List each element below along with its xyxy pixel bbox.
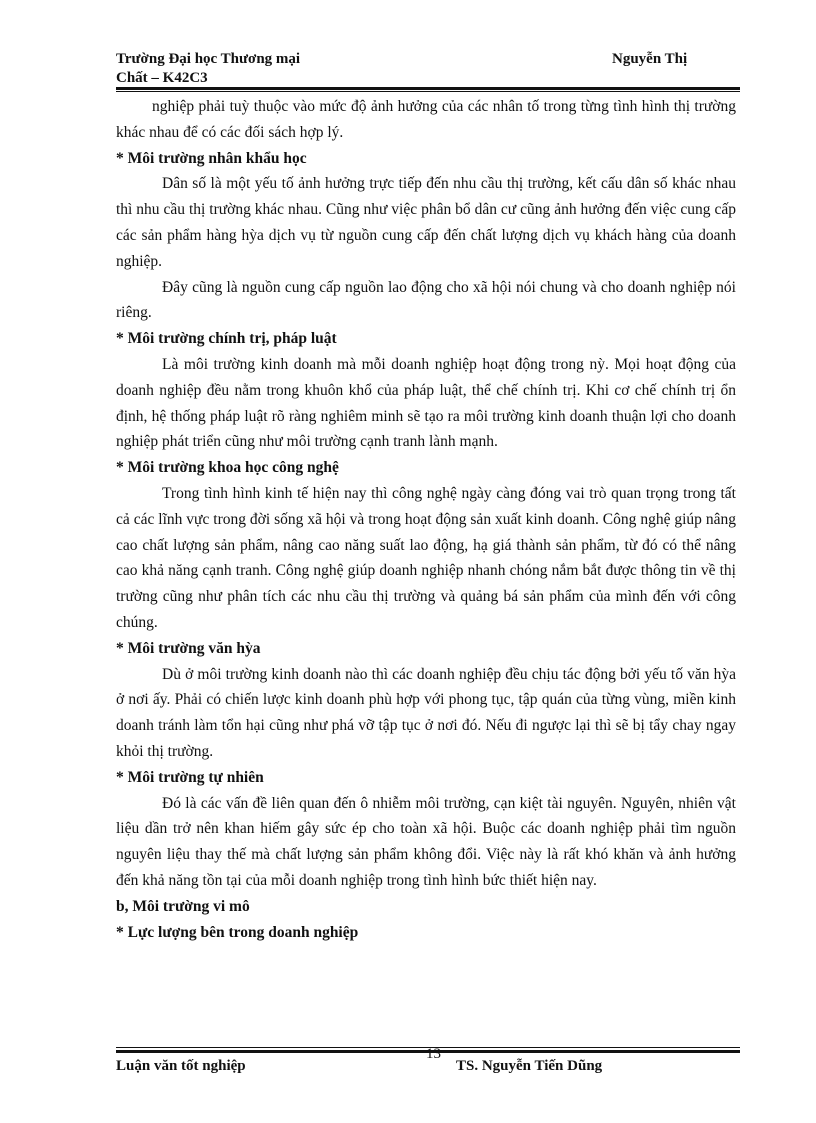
- section-heading-demographics: * Môi trường nhân khẩu học: [116, 149, 307, 167]
- header-author-last: Chất – K42C3: [116, 70, 208, 86]
- page-number: 13: [426, 1046, 441, 1062]
- section-heading-nature: * Môi trường tự nhiên: [116, 768, 264, 786]
- header-author-first: Nguyễn Thị: [612, 51, 688, 67]
- section-heading-culture: * Môi trường văn hỳa: [116, 639, 261, 657]
- paragraph-continued: nghiệp phải tuỳ thuộc vào mức độ ảnh hưởng của các nhân tố trong từng tình hình thị trường khác nhau để có các đối sách hợp lý.: [116, 98, 736, 141]
- section-heading-internal-forces: * Lực lượng bên trong doanh nghiệp: [116, 923, 359, 941]
- document-body: [116, 94, 736, 945]
- header-rule: [116, 87, 740, 92]
- section-heading-political-legal: * Môi trường chính trị, pháp luật: [116, 330, 337, 348]
- paragraph: Đây cũng là nguồn cung cấp nguồn lao động cho xã hội nói chung và cho doanh nghiệp nói riêng.: [116, 278, 736, 322]
- paragraph: Dù ở môi trường kinh doanh nào thì các doanh nghiệp đều chịu tác động bởi yếu tố văn hỳa ở nơi ấy. Phải có chiến lược kinh doanh phù hợp với phong tục, tập quán của từng vùng, miền kinh doanh tránh làm tổn hại cũng như phá vỡ tập tục ở nơi đó. Nếu đi ngược lại thì sẽ bị tẩy chay ngay khỏi thị trường.: [116, 665, 736, 760]
- paragraph: Dân số là một yếu tố ảnh hưởng trực tiếp đến nhu cầu thị trường, kết cấu dân số khác nhau thì nhu cầu thị trường khác nhau. Cũng như việc phân bổ dân cư cũng ảnh hưởng đến việc cung cấp các sản phẩm hàng hỳa dịch vụ từ nguồn cung cấp đến chất lượng dịch vụ khách hàng của doanh nghiệp.: [116, 175, 736, 270]
- section-heading-micro-environment: b, Môi trường vi mô: [116, 897, 250, 915]
- section-heading-technology: * Môi trường khoa học công nghệ: [116, 459, 339, 477]
- paragraph: Là môi trường kinh doanh mà mỗi doanh nghiệp hoạt động trong nỳ. Mọi hoạt động của doanh nghiệp đều nằm trong khuôn khổ của pháp luật, thể chế chính trị. Khi cơ chế chính trị ổn định, hệ thống pháp luật rõ ràng nghiêm minh sẽ tạo ra môi trường kinh doanh thuận lợi cho doanh nghiệp phát triển cũng như môi trường cạnh tranh lành mạnh.: [116, 355, 736, 451]
- header-school: Trường Đại học Thương mại: [116, 51, 301, 67]
- paragraph: Trong tình hình kinh tế hiện nay thì công nghệ ngày càng đóng vai trò quan trọng trong tất cả các lĩnh vực trong đời sống xã hội và trong hoạt động sản xuất kinh doanh. Công nghệ giúp nâng cao chất lượng sản phẩm, nâng cao năng suất lao động, hạ giá thành sản phẩm, từ đó có thể nâng cao khả năng cạnh tranh. Công nghệ giúp doanh nghiệp nhanh chóng nắm bắt được thông tin về thị trường cũng như phân tích các nhu cầu thị trường và quảng bá sản phẩm của mình đến với công chúng.: [116, 484, 736, 631]
- paragraph: Đó là các vấn đề liên quan đến ô nhiễm môi trường, cạn kiệt tài nguyên. Nguyên, nhiên vật liệu dần trở nên khan hiếm gây sức ép cho toàn xã hội. Buộc các doanh nghiệp phải tìm nguồn nguyên liệu thay thế mà chất lượng sản phẩm không đổi. Việc này là rất khó khăn và ảnh hưởng đến khả năng tồn tại của mỗi doanh nghiệp trong tình hình bức thiết hiện nay.: [116, 794, 736, 889]
- footer-supervisor: TS. Nguyễn Tiến Dũng: [456, 1058, 603, 1074]
- page-footer: [116, 1046, 740, 1078]
- footer-thesis-label: Luận văn tốt nghiệp: [116, 1058, 246, 1074]
